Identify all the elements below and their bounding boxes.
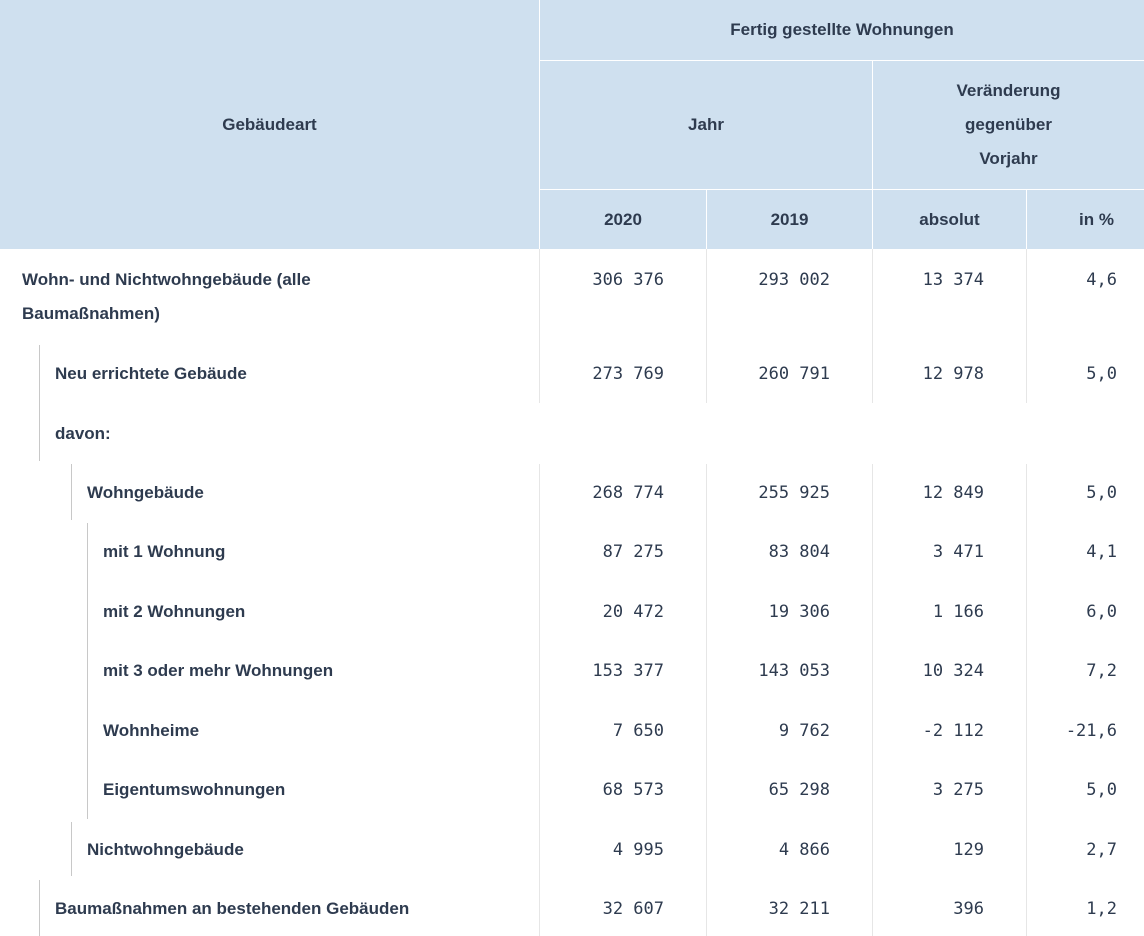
- cell-absolut: 3 471: [932, 542, 984, 562]
- cell-prozent: 5,0: [1086, 483, 1117, 503]
- indent-guide: [39, 345, 40, 461]
- header-text-line: gegenüber: [965, 115, 1052, 134]
- cell-absolut: 10 324: [922, 661, 984, 681]
- cell-2020: 20 472: [602, 602, 664, 622]
- row-label-line: Wohn- und Nichtwohngebäude (alle: [22, 270, 311, 289]
- cell-2020: 306 376: [592, 270, 664, 290]
- row-label-line: Baumaßnahmen): [22, 304, 160, 323]
- column-group-fertig-gestellte-wohnungen: Fertig gestellte Wohnungen: [730, 20, 954, 39]
- cell-2019: 9 762: [778, 721, 830, 741]
- cell-2020: 153 377: [592, 661, 664, 681]
- row-label-mit-3-oder-mehr-wohnungen: mit 3 oder mehr Wohnungen: [103, 661, 334, 680]
- row-label-eigentumswohnungen: Eigentumswohnungen: [103, 780, 286, 799]
- cell-absolut: 13 374: [922, 270, 984, 290]
- cell-2019: 143 053: [758, 661, 830, 681]
- cell-2019: 65 298: [768, 780, 830, 800]
- row-label-nichtwohngebaeude: Nichtwohngebäude: [87, 840, 244, 859]
- cell-2020: 268 774: [592, 483, 664, 503]
- cell-2019: 83 804: [768, 542, 830, 562]
- indent-guide: [39, 880, 40, 936]
- row-label-davon: davon:: [55, 424, 111, 443]
- column-header-absolut: absolut: [919, 209, 980, 229]
- cell-prozent: 5,0: [1086, 364, 1117, 384]
- column-group-jahr: Jahr: [688, 115, 724, 134]
- column-header-2019: 2019: [770, 209, 809, 229]
- cell-2020: 4 995: [612, 840, 664, 860]
- row-label-wohnheime: Wohnheime: [103, 721, 200, 740]
- cell-prozent: 4,1: [1086, 542, 1117, 562]
- row-label-wohngebaeude: Wohngebäude: [87, 483, 204, 502]
- indent-guide: [71, 464, 72, 520]
- cell-absolut: 3 275: [932, 780, 984, 800]
- cell-prozent: -21,6: [1065, 721, 1117, 741]
- cell-2020: 32 607: [602, 899, 664, 919]
- cell-2019: 4 866: [778, 840, 830, 860]
- header-text-line: Veränderung: [956, 81, 1061, 100]
- column-header-2020: 2020: [604, 209, 642, 229]
- row-label-neu-errichtete-gebaeude: Neu errichtete Gebäude: [55, 364, 247, 383]
- cell-prozent: 6,0: [1086, 602, 1117, 622]
- cell-2019: 293 002: [758, 270, 830, 290]
- header-text-line: Vorjahr: [979, 149, 1038, 168]
- cell-2020: 273 769: [592, 364, 664, 384]
- column-header-gebaeudeart: Gebäudeart: [222, 114, 317, 134]
- cell-2019: 255 925: [758, 483, 830, 503]
- column-header-prozent: in %: [1079, 209, 1114, 229]
- cell-2019: 260 791: [758, 364, 830, 384]
- cell-2019: 19 306: [768, 602, 830, 622]
- row-label-baumassnahmen-an-bestehenden-gebaeuden: Baumaßnahmen an bestehenden Gebäuden: [55, 899, 410, 918]
- cell-prozent: 2,7: [1086, 840, 1117, 860]
- row-label-wohn-und-nichtwohngebaeude: [22, 263, 311, 331]
- row-label-mit-1-wohnung: mit 1 Wohnung: [103, 542, 226, 561]
- cell-2019: 32 211: [768, 899, 830, 919]
- cell-prozent: 7,2: [1086, 661, 1117, 681]
- cell-prozent: 4,6: [1086, 270, 1117, 290]
- cell-prozent: 5,0: [1086, 780, 1117, 800]
- cell-prozent: 1,2: [1086, 899, 1117, 919]
- cell-2020: 68 573: [602, 780, 664, 800]
- cell-absolut: 12 978: [922, 364, 984, 384]
- cell-2020: 7 650: [612, 721, 664, 741]
- cell-absolut: -2 112: [922, 721, 984, 741]
- cell-absolut: 396: [953, 899, 984, 919]
- cell-2020: 87 275: [602, 542, 664, 562]
- indent-guide: [71, 822, 72, 876]
- cell-absolut: 129: [953, 840, 984, 860]
- cell-absolut: 12 849: [922, 483, 984, 503]
- row-label-mit-2-wohnungen: mit 2 Wohnungen: [103, 602, 246, 621]
- column-group-veraenderung: [873, 61, 1144, 189]
- cell-absolut: 1 166: [932, 602, 984, 622]
- indent-guide: [87, 523, 88, 819]
